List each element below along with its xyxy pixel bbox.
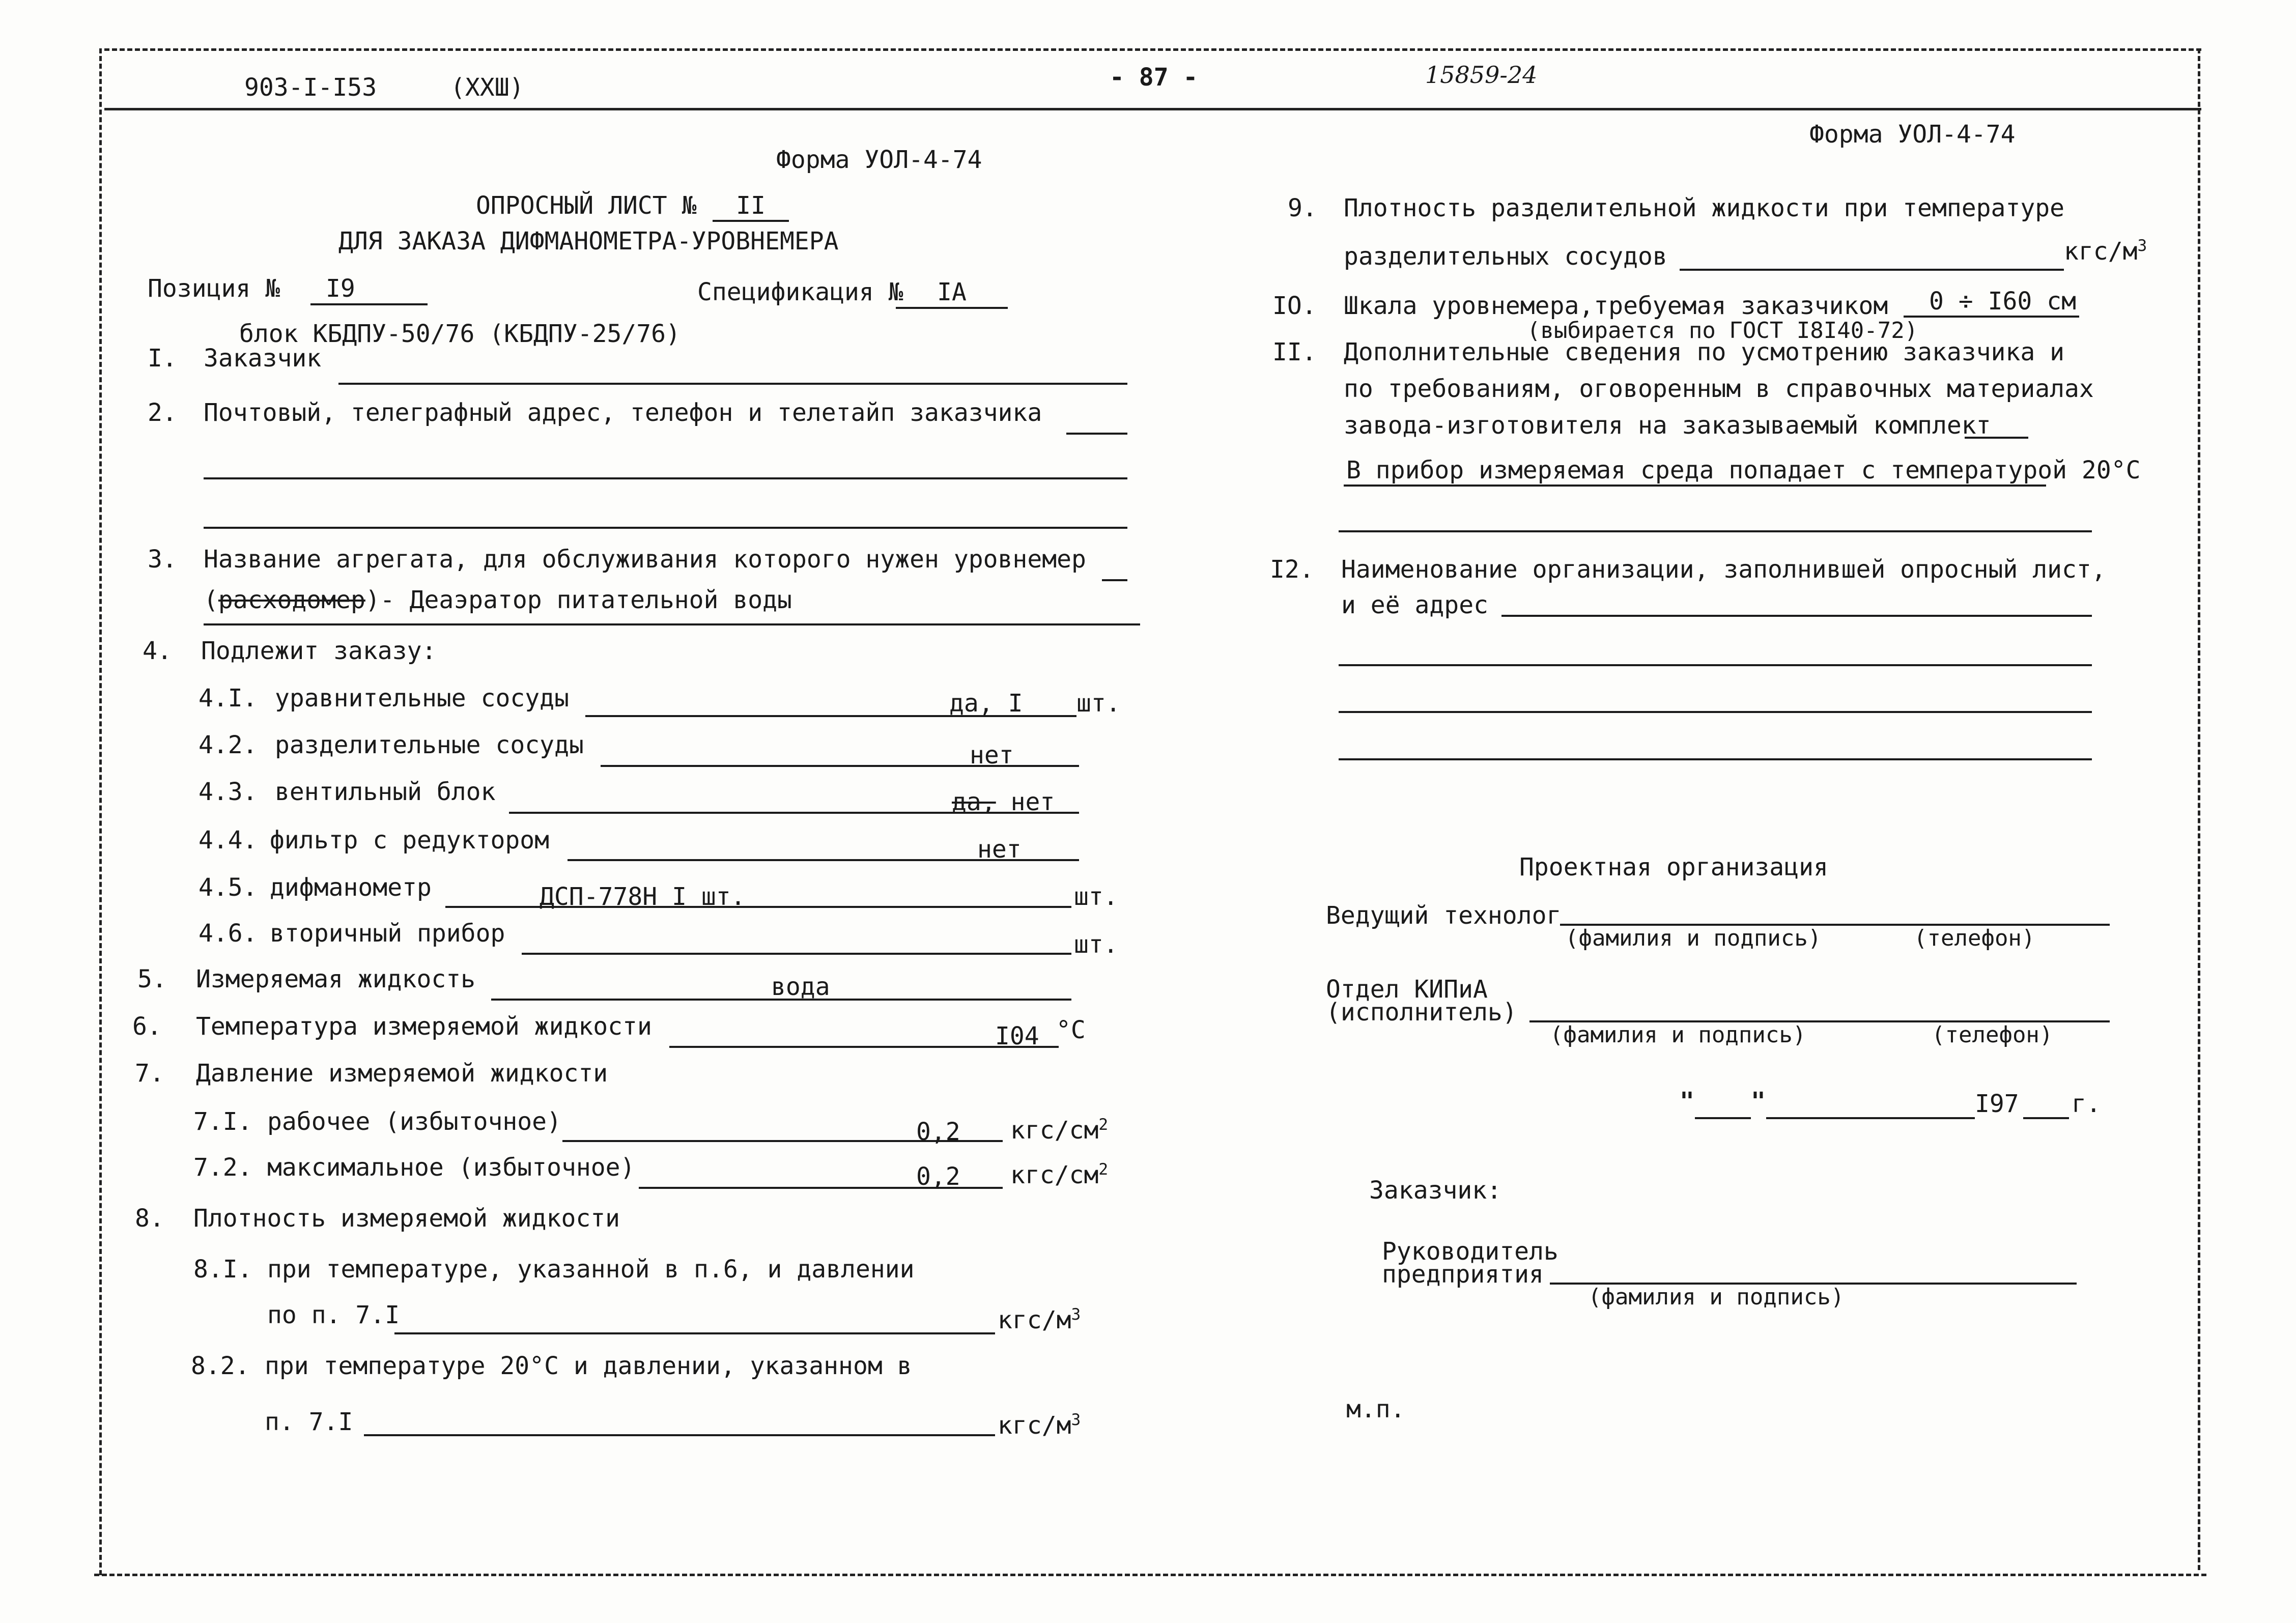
head-label-1: Руководитель	[1382, 1237, 1558, 1266]
block-text: блок КБДПУ-50/76 (КБДПУ-25/76)	[239, 320, 681, 348]
q9-number: 9.	[1288, 194, 1317, 222]
date-year-line	[2023, 1117, 2069, 1119]
q4-5-unit: шт.	[1074, 882, 1118, 911]
date-month-line	[1766, 1117, 1975, 1119]
frame-left	[99, 48, 102, 1575]
customer-label: Заказчик:	[1369, 1176, 1502, 1205]
q5-value: вода	[771, 973, 830, 1001]
q11-line-2	[1339, 530, 2092, 532]
q7-2-unit: кгс/$см^2$	[1010, 1160, 1109, 1189]
frame-header-bottom	[104, 108, 2201, 110]
q10-note: (выбирается по ГОСТ I8I40-72)	[1527, 318, 1918, 344]
q11-line3: завода-изготовителя на заказываемый комплект	[1344, 411, 1991, 440]
stamp-place: м.п.	[1346, 1395, 1405, 1423]
frame-bottom	[94, 1574, 2206, 1576]
form-code-top-right: Форма УОЛ-4-74	[1809, 120, 2016, 149]
q4-3-text: вентильный блок	[275, 778, 496, 806]
page-number: - 87 -	[1110, 63, 1198, 92]
q11-value: В прибор измеряемая среда попадает с температурой 20°С	[1346, 456, 2141, 485]
q5-text: Измеряемая жидкость	[196, 965, 476, 993]
q8-2-unit: кгс/$м^3$	[998, 1411, 1081, 1440]
frame-top	[104, 48, 2201, 51]
q12-line	[1501, 615, 2092, 617]
q10-value: 0 ÷ I60 см	[1929, 287, 2076, 316]
q2-text: Почтовый, телеграфный адрес, телефон и телетайп заказчика	[204, 398, 1042, 427]
q8-text: Плотность измеряемой жидкости	[193, 1204, 620, 1233]
q4-2-number: 4.2.	[199, 731, 258, 759]
sheet-subtitle: ДЛЯ ЗАКАЗА ДИФМАНОМЕТРА-УРОВНЕМЕРА	[338, 227, 839, 255]
q4-6-unit: шт.	[1074, 930, 1118, 959]
q9-unit: кгс/$м^3$	[2064, 237, 2147, 266]
q1-number: I.	[148, 344, 177, 373]
q7-text: Давление измеряемой жидкости	[196, 1059, 608, 1088]
q8-number: 8.	[135, 1204, 164, 1233]
position-value: I9	[326, 274, 355, 303]
position-line	[310, 303, 428, 305]
q12-line-4	[1339, 758, 2092, 760]
q12-line-3	[1339, 711, 2092, 713]
q3-number: 3.	[148, 545, 177, 574]
date-quote-close: "	[1751, 1087, 1766, 1116]
q4-4-value: нет	[977, 835, 1022, 864]
lead-technologist-label: Ведущий технолог	[1326, 901, 1562, 930]
album-number: (XXШ)	[450, 73, 524, 102]
q7-2-number: 7.2.	[193, 1153, 252, 1182]
q9-text: Плотность разделительной жидкости при температуре	[1344, 194, 2065, 222]
date-year-suffix: г.	[2072, 1090, 2101, 1118]
q4-1-number: 4.I.	[199, 684, 258, 713]
q11-text: Дополнительные сведения по усмотрению заказчика и	[1344, 338, 2065, 366]
executor-caption-name: (фамилия и подпись)	[1550, 1022, 1806, 1048]
executor-label: (исполнитель)	[1326, 998, 1517, 1027]
q4-5-number: 4.5.	[199, 873, 258, 902]
spec-value: IA	[937, 278, 967, 306]
q1-line	[338, 383, 1127, 385]
kipia-dept-label: Отдел КИПиА	[1326, 975, 1488, 1004]
q4-4-text: фильтр с редуктором	[270, 826, 550, 855]
q12-line-2	[1339, 664, 2092, 666]
sheet-number-line	[713, 220, 789, 222]
q4-1-value: да, I	[949, 689, 1023, 718]
head-label-2: предприятия	[1382, 1260, 1544, 1289]
date-quote-open: "	[1680, 1087, 1694, 1116]
sheet-number: II	[736, 191, 766, 220]
q10-line	[1904, 316, 2079, 318]
q3-value: (расходомер)- Деаэратор питательной воды	[204, 586, 792, 614]
q4-1-text: уравнительные сосуды	[275, 684, 569, 713]
q8-2-text: при температуре 20°С и давлении, указанном в	[265, 1352, 912, 1380]
q4-6-number: 4.6.	[199, 919, 258, 948]
spec-label: Спецификация №	[697, 278, 903, 306]
project-organization-title: Проектная организация	[1519, 853, 1828, 881]
q4-6-line	[522, 953, 1071, 955]
q8-2-number: 8.2.	[191, 1352, 250, 1380]
q6-unit: °C	[1056, 1016, 1086, 1044]
q12-text: Наименование организации, заполнившей опросный лист,	[1341, 555, 2106, 584]
q4-number: 4.	[143, 637, 172, 665]
frame-right	[2198, 48, 2200, 1570]
q2-number: 2.	[148, 398, 177, 427]
form-code: Форма УОЛ-4-74	[776, 146, 982, 174]
q8-1-text: при температуре, указанной в п.6, и давлении	[267, 1255, 915, 1284]
q3-line	[1102, 579, 1127, 581]
q6-text: Температура измеряемой жидкости	[196, 1012, 652, 1041]
q2-line-2	[204, 477, 1127, 479]
q4-3-value: да, нет	[952, 788, 1055, 816]
q11-number: II.	[1272, 338, 1317, 366]
q7-1-value: 0,2	[916, 1118, 960, 1146]
q4-5-value: ДСП-778Н I шт.	[540, 882, 746, 911]
lead-technologist-caption-name: (фамилия и подпись)	[1565, 925, 1822, 951]
q4-1-unit: шт.	[1076, 689, 1121, 718]
q11-line	[1965, 437, 2028, 439]
q4-2-text: разделительные сосуды	[275, 731, 584, 759]
head-caption-name: (фамилия и подпись)	[1588, 1284, 1845, 1310]
q4-4-number: 4.4.	[199, 826, 258, 855]
q4-text: Подлежит заказу:	[201, 637, 437, 665]
q8-1-number: 8.I.	[193, 1255, 252, 1284]
q6-value: I04	[995, 1022, 1039, 1050]
date-year-prefix: I97	[1975, 1090, 2019, 1118]
position-label: Позиция №	[148, 274, 280, 303]
q12-number: I2.	[1270, 555, 1314, 584]
handwritten-number: 15859-24	[1425, 61, 1538, 89]
q9-line2: разделительных сосудов	[1344, 242, 1667, 271]
q4-5-text: дифманометр	[270, 873, 432, 902]
date-day-line	[1695, 1117, 1751, 1119]
spec-line	[896, 307, 1008, 309]
q7-number: 7.	[135, 1059, 164, 1088]
q7-1-text: рабочее (избыточное)	[267, 1107, 561, 1136]
q4-2-value: нет	[970, 741, 1014, 770]
q7-1-number: 7.I.	[193, 1107, 252, 1136]
q8-1-line	[394, 1332, 995, 1334]
q3-line-2	[204, 623, 1140, 625]
q7-1-unit: кгс/$см^2$	[1010, 1116, 1109, 1145]
lead-technologist-caption-phone: (телефон)	[1914, 925, 2035, 951]
q3-text: Название агрегата, для обслуживания которого нужен уровнемер	[204, 545, 1086, 574]
q7-2-value: 0,2	[916, 1162, 960, 1191]
q11-line2: по требованиям, оговоренным в справочных материалах	[1344, 375, 2094, 403]
q2-line-3	[204, 527, 1127, 529]
q5-number: 5.	[137, 965, 167, 993]
q7-2-text: максимальное (избыточное)	[267, 1153, 635, 1182]
sheet-title: ОПРОСНЫЙ ЛИСТ №	[476, 191, 697, 220]
q9-line	[1680, 269, 2064, 271]
q4-3-number: 4.3.	[199, 778, 258, 806]
q10-number: IO.	[1272, 292, 1317, 320]
q8-2-line	[364, 1434, 995, 1436]
q10-text: Шкала уровнемера,требуемая заказчиком	[1344, 292, 1888, 320]
doc-code: 903-I-I53	[244, 73, 377, 102]
executor-caption-phone: (телефон)	[1932, 1022, 2053, 1048]
q1-text: Заказчик	[204, 344, 322, 373]
q6-number: 6.	[132, 1012, 162, 1041]
q11-value-line	[1344, 485, 2046, 487]
q12-line2: и её адрес	[1341, 591, 1488, 619]
q8-1-unit: кгс/$м^3$	[998, 1305, 1081, 1334]
q4-6-text: вторичный прибор	[270, 919, 505, 948]
q8-2-line2: п. 7.I	[265, 1408, 353, 1436]
q2-line	[1066, 433, 1127, 435]
q8-1-line2: по п. 7.I	[267, 1301, 400, 1329]
